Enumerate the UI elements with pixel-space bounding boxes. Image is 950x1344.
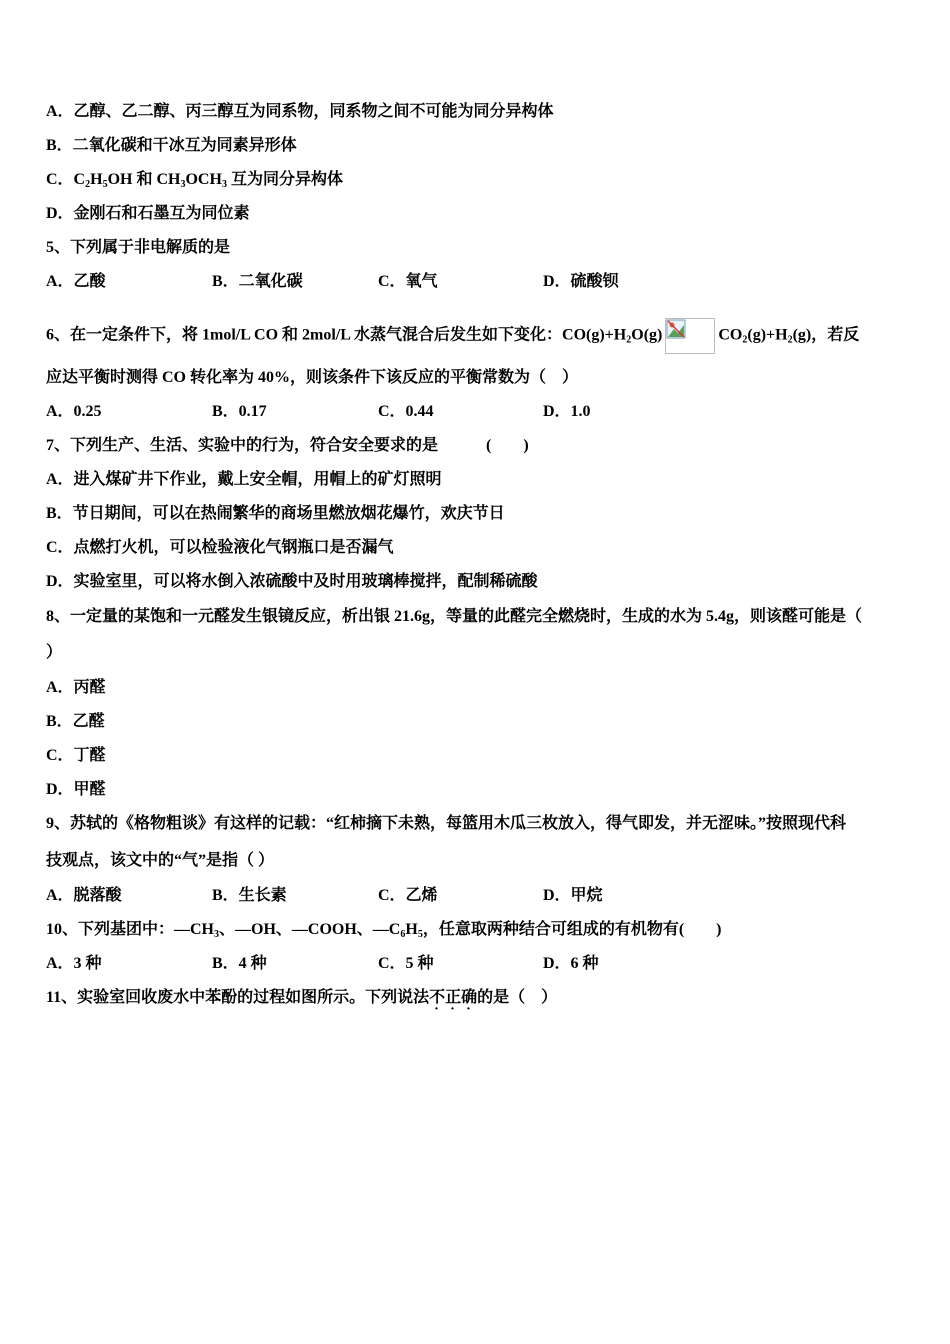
q9-option-b: B．生长素 — [212, 887, 287, 904]
q6-stem-line2: 应达平衡时测得 CO 转化率为 40%，则该条件下该反应的平衡常数为（ ） — [46, 369, 579, 386]
q6-stem-line1: 6、在一定条件下，将 1mol/L CO 和 2mol/L 水蒸气混合后发生如下变化：$CO(g)+H_2O(g)$ $CO_2(g)+H_2(g)$，若反 — [46, 318, 859, 354]
q9-option-a: A．脱落酸 — [46, 887, 122, 904]
q5-option-b: B．二氧化碳 — [212, 273, 303, 290]
q7-stem: 7、下列生产、生活、实验中的行为，符合安全要求的是 ( ) — [46, 437, 529, 454]
q10-option-a: A．3 种 — [46, 955, 102, 972]
q9-option-c: C．乙烯 — [378, 887, 438, 904]
q8-stem-line2: ） — [46, 644, 63, 661]
q7-option-b: B．节日期间，可以在热闹繁华的商场里燃放烟花爆竹，欢庆节日 — [46, 505, 505, 522]
q9-stem-line1: 9、苏轼的《格物粗谈》有这样的记载：“红柿摘下未熟，每篮用木瓜三枚放入，得气即发，并无涩味。”按照现代科 — [46, 815, 847, 832]
equilibrium-arrow-image — [665, 318, 715, 354]
q6-option-d: D．1.0 — [543, 403, 591, 420]
q8-option-a: A．丙醛 — [46, 679, 106, 696]
q5-option-c: C．氧气 — [378, 273, 438, 290]
q7-option-c: C．点燃打火机，可以检验液化气钢瓶口是否漏气 — [46, 539, 394, 556]
emphasis-char: 确 — [461, 989, 478, 1006]
q7-option-a: A．进入煤矿井下作业，戴上安全帽，用帽上的矿灯照明 — [46, 471, 442, 488]
q8-option-b: B．乙醛 — [46, 713, 105, 730]
q4-option-b: B．二氧化碳和干冰互为同素异形体 — [46, 137, 297, 154]
q10-option-c: C．5 种 — [378, 955, 434, 972]
q10-stem: 10、下列基团中：$—CH_3$、—OH、—COOH、$—C_6H_5$，任意取两种结合可组成的有机物有( ) — [46, 921, 722, 940]
q11-stem: 11、实验室回收废水中苯酚的过程如图所示。下列说法不正确的是（ ） — [46, 989, 558, 1006]
q8-option-c: C．丁醛 — [46, 747, 106, 764]
q9-stem-line2: 技观点，该文中的“气”是指（ ） — [46, 852, 275, 869]
q5-option-a: A．乙酸 — [46, 273, 106, 290]
q6-option-b: B．0.17 — [212, 403, 267, 420]
q8-stem-line1: 8、一定量的某饱和一元醛发生银镜反应，析出银 21.6g，等量的此醛完全燃烧时，生成的水为 5.4g，则该醛可能是（ — [46, 608, 863, 625]
q6-option-c: C．0.44 — [378, 403, 434, 420]
q4-option-c: C．$C_2H_5OH$ 和 $CH_3OCH_3$ 互为同分异构体 — [46, 171, 343, 190]
q10-option-b: B．4 种 — [212, 955, 267, 972]
q9-option-d: D．甲烷 — [543, 887, 603, 904]
emphasis-char: 不 — [429, 989, 446, 1006]
q5-option-d: D．硫酸钡 — [543, 273, 619, 290]
q7-option-d: D．实验室里，可以将水倒入浓硫酸中及时用玻璃棒搅拌，配制稀硫酸 — [46, 573, 538, 590]
q10-option-d: D．6 种 — [543, 955, 599, 972]
emphasis-char: 正 — [445, 989, 462, 1006]
q4-option-a: A．乙醇、乙二醇、丙三醇互为同系物，同系物之间不可能为同分异构体 — [46, 103, 554, 120]
q5-stem: 5、下列属于非电解质的是 — [46, 239, 231, 256]
q4-option-d: D．金刚石和石墨互为同位素 — [46, 205, 250, 222]
q8-option-d: D．甲醛 — [46, 781, 106, 798]
q6-option-a: A．0.25 — [46, 403, 102, 420]
